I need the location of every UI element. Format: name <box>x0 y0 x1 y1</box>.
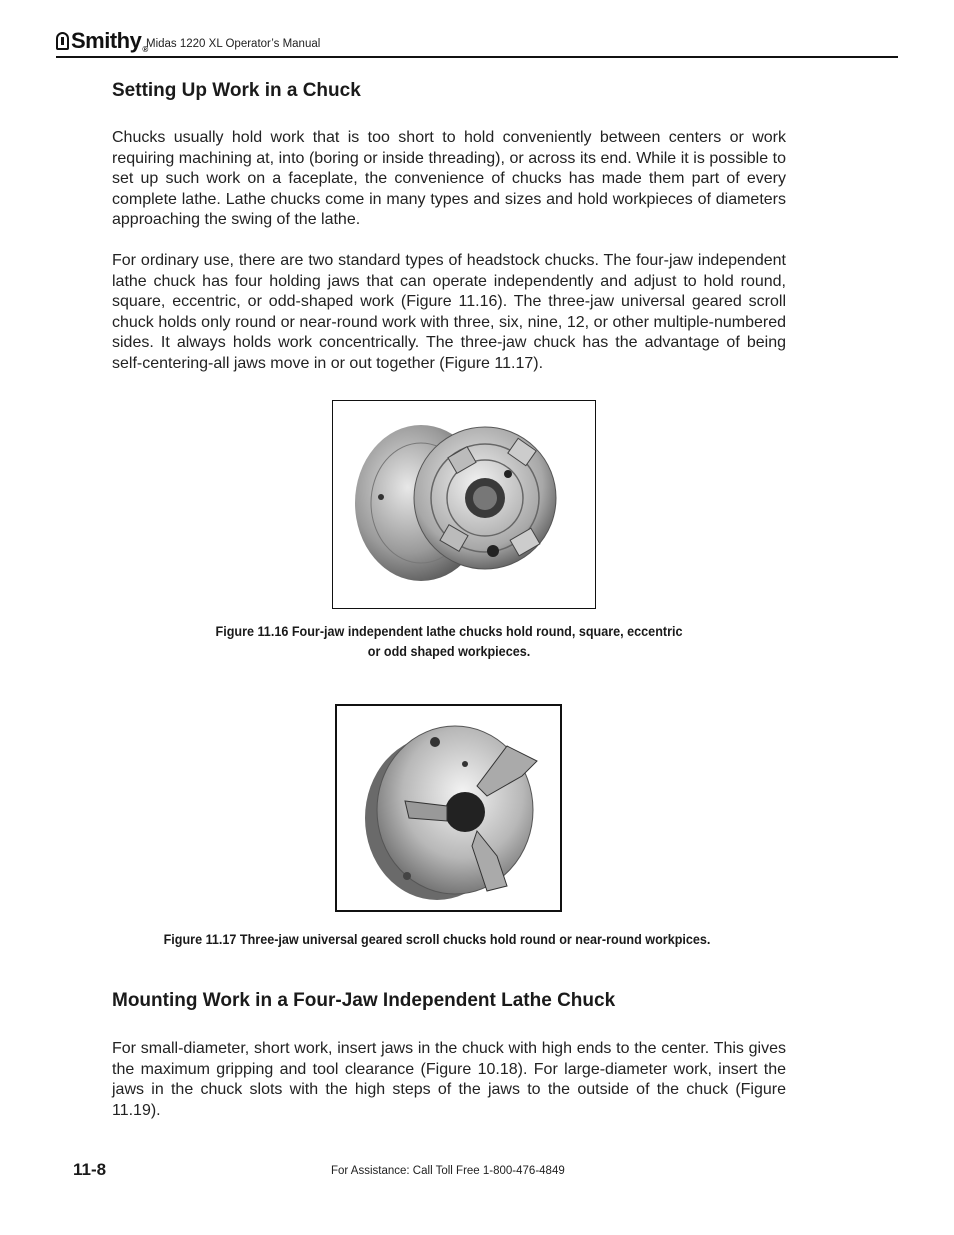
paragraph-chucks-intro: Chucks usually hold work that is too short to hold conveniently between centers or work requiring machining at, into (boring or inside threading), or across its end. While it is possible to set up such work on a faceplate, the convenience of chucks has made them part of every complete lathe. Lathe chucks come in many types and sizes and hold workpieces of diameters approaching the swing of the lathe. <box>112 129 786 229</box>
page-number: 11-8 <box>73 1160 107 1179</box>
figure-11-16-caption-line1: Figure 11.16 Four-jaw independent lathe chucks hold round, square, eccentric <box>215 623 683 639</box>
paragraph-chuck-types: For ordinary use, there are two standard types of headstock chucks. The four-jaw independent lathe chuck has four holding jaws that can operate independently and adjust to hold round, square, eccentric, or odd-shaped work (Figure 11.16). The three-jaw universal geared scroll chuck holds only round or near-round work with three, six, nine, 12, or other multiple-numbered sides. It always holds work concentrically. The three-jaw chuck has the advantage of being self-centering-all jaws move in or out together (Figure 11.17). <box>112 252 786 372</box>
registered-mark: ® <box>142 45 148 54</box>
figure-11-17-caption: Figure 11.17 Three-jaw universal geared scroll chucks hold round or near-round workpices. <box>163 931 711 947</box>
section-heading-setting-up-work: Setting Up Work in a Chuck <box>112 80 361 101</box>
smithy-logo <box>56 28 148 54</box>
figure-11-16-caption-line2: or odd shaped workpieces. <box>367 643 531 659</box>
smithy-logo-mark-icon <box>56 32 69 50</box>
figure-four-jaw-chuck <box>332 400 596 609</box>
section-heading-mounting-work: Mounting Work in a Four-Jaw Independent Lathe Chuck <box>112 990 616 1011</box>
figure-11-16-caption <box>146 621 753 661</box>
page-header <box>56 26 898 58</box>
manual-title: Midas 1220 XL Operator’s Manual <box>146 38 321 50</box>
figure-three-jaw-chuck <box>335 704 562 912</box>
assistance-line: For Assistance: Call Toll Free 1-800-476-4849 <box>331 1165 565 1177</box>
brand-name: Smithy <box>71 28 142 53</box>
paragraph-mounting-work: For small-diameter, short work, insert jaws in the chuck with high ends to the center. This gives the maximum gripping and tool clearance (Figure 10.18). For large-diameter work, insert the jaws in the chuck slots with the high steps of the jaws to the outside of the chuck (Figure 11.19). <box>112 1040 786 1119</box>
three-jaw-chuck-image <box>337 706 560 910</box>
four-jaw-chuck-image <box>333 401 595 608</box>
